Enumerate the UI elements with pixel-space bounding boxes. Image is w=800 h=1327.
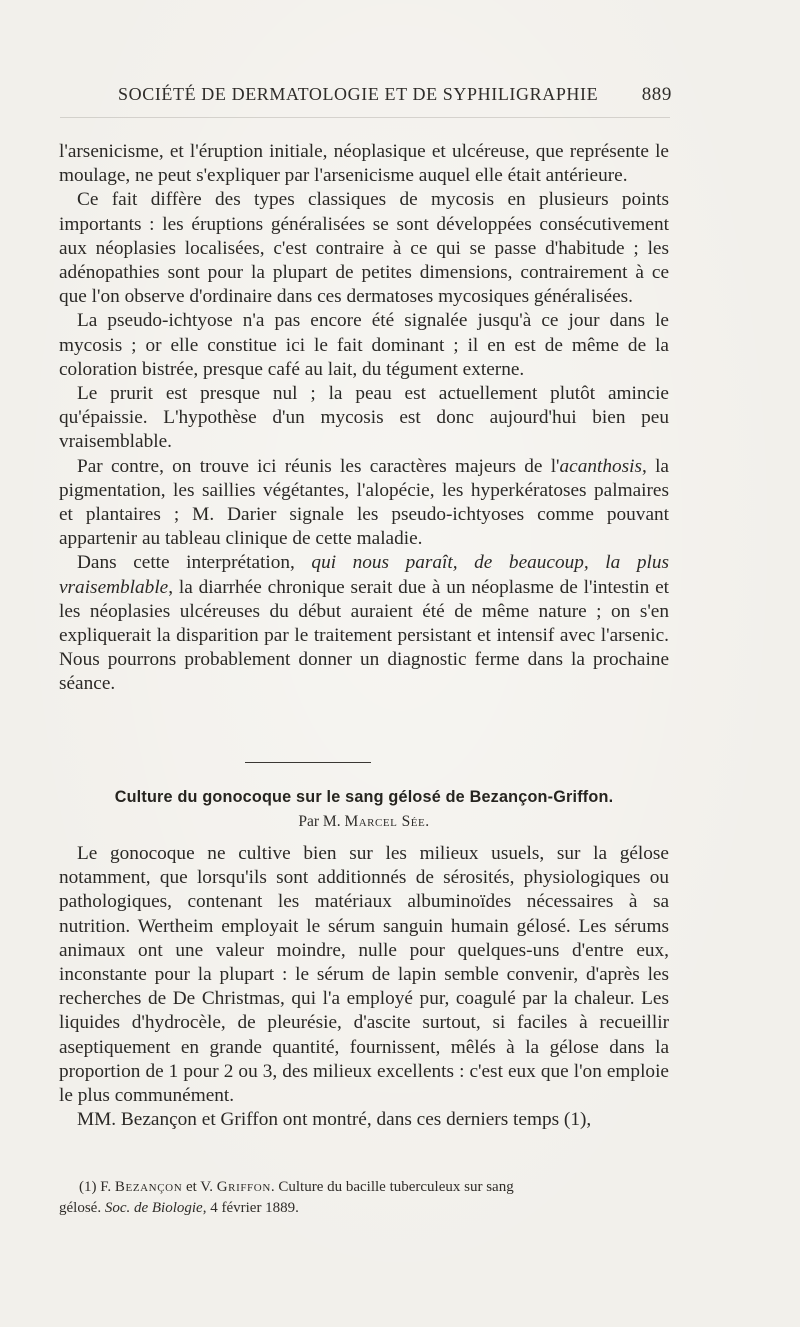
section-separator (245, 762, 371, 763)
paragraph (59, 551, 669, 696)
italic-term: acanthosis (559, 455, 643, 477)
footnote-author: Bezançon (114, 1179, 183, 1195)
footnote-author: Griffon (216, 1179, 271, 1195)
page-number: 889 (641, 84, 672, 105)
paragraph: Le prurit est presque nul ; la peau est actuellement plutôt amincie qu'épaissie. L'hypothèse d'un mycosis est donc aujourd'hui bien peu vraisemblable. (59, 383, 669, 453)
text-run: Par contre, on trouve ici réunis les caractères majeurs de l' (77, 455, 560, 477)
text-run: et V. (182, 1179, 217, 1195)
footnote-date: , 4 février 1889. (202, 1200, 299, 1216)
italic-phrase: qui nous paraît, de beaucoup, la plus vraisemblable (59, 552, 669, 598)
paragraph: MM. Bezançon et Griffon ont montré, dans ces derniers temps (1), (77, 1109, 592, 1131)
footnote (59, 1177, 669, 1219)
paragraph: l'arsenicisme, et l'éruption initiale, néoplasique et ulcéreuse, que représente le moulage, ne peut s'expliquer par l'arsenicisme auquel elle était antérieure. (59, 141, 669, 187)
section-gonocoque-article (59, 842, 669, 1132)
footnote-marker: (1) F. (79, 1179, 115, 1195)
byline-prefix: Par M. (298, 813, 345, 830)
running-head-title: SOCIÉTÉ DE DERMATOLOGIE ET DE SYPHILIGRAPHIE (118, 84, 599, 104)
footnote-line (59, 1177, 669, 1198)
article-title: Culture du gonocoque sur le sang gélosé de Bezançon-Griffon. (114, 788, 614, 806)
paragraph: Ce fait diffère des types classiques de mycosis en plusieurs points importants : les éruptions généralisées se sont développées consécutivement aux néoplasies localisées, c'est contraire à ce qui se passe d'habitude ; les adénopathies sont pour la plupart de petites dimensions, contrairement à ce que l'on observe d'ordinaire dans ces dermatoses mycosiques généralisées. (59, 189, 669, 308)
paragraph (59, 455, 669, 552)
header-rule (60, 117, 670, 118)
text-run: Dans cette interprétation, (77, 552, 312, 574)
footnote-line (59, 1198, 669, 1219)
text-run: , la pigmentation, les saillies végétantes, l'alopécie, les hyperkératoses palmaires et plantaires ; M. Darier signale les pseudo-ichtyoses comme pouvant appartenir au tableau clinique de cette maladie. (59, 455, 669, 550)
paragraph: La pseudo-ichtyose n'a pas encore été signalée jusqu'à ce jour dans le mycosis ; or elle constitue ici le fait dominant ; il en est de même de la coloration bistrée, presque café au lait, du tégument externe. (59, 310, 669, 380)
running-head (118, 84, 672, 110)
byline-author: Marcel Sée. (344, 813, 430, 830)
text-run: , la diarrhée chronique serait due à un néoplasme de l'intestin et les néoplasies ulcéreuses du début auraient été de même nature ; on s'en expliquerait la disparition par le traitement persistant et intensif avec l'arsenic. Nous pourrons probablement donner un diagnostic ferme dans la prochaine séance. (59, 576, 669, 695)
footnote-title: . Culture du bacille tuberculeux sur sang (270, 1179, 514, 1195)
paragraph: Le gonocoque ne cultive bien sur les milieux usuels, sur la gélose notamment, que lorsqu'ils sont additionnés de sérosités, physiologiques ou pathologiques, contenant les matériaux albuminoïdes nécessaires à sa nutrition. Wertheim employait le sérum sanguin humain gélosé. Les sérums animaux ont une valeur moindre, nulle pour quelques-uns d'entre eux, inconstante pour la plupart : le sérum de lapin semble convenir, d'après les recherches de De Christmas, qui l'a employé pur, coagulé par la chaleur. Les liquides d'hydrocèle, de pleurésie, d'ascite surtout, si faciles à recueillir aseptiquement en grande quantité, fournissent, mêlés à la gélose dans la proportion de 1 pour 2 ou 3, des milieux excellents : c'est eux que l'on emploie le plus communément. (59, 843, 669, 1107)
article-byline (59, 813, 669, 831)
section-previous-article (59, 140, 669, 697)
text-run: gélosé. (59, 1200, 105, 1216)
footnote-journal: Soc. de Biologie (104, 1200, 203, 1216)
